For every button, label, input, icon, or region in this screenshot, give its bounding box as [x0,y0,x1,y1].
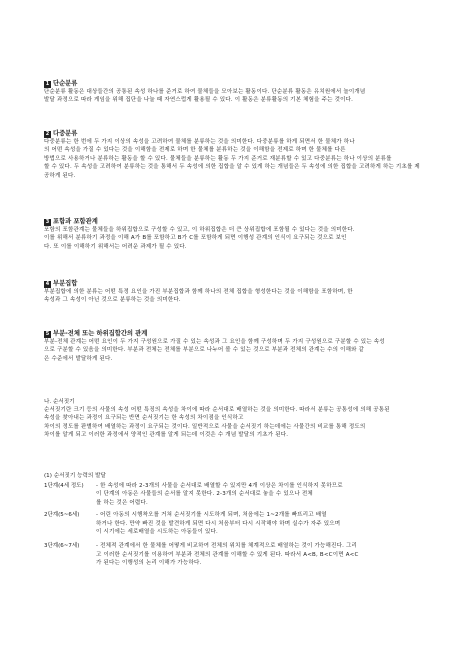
section-inclusion [44,218,436,251]
subsection-heading: 나. 순서짓기 [44,399,75,405]
section-heading [44,80,436,88]
paragraph-line: 공하게 된다. [44,172,76,179]
paragraph-line: 속성과 그 속성이 아닌 것으로 분류하는 것을 의미한다. [44,297,181,304]
paragraph-line: 은 수준에서 발달하게 된다. [44,355,113,362]
stage-line: 하거나 한다. 만약 빠진 것을 발견하게 되면 다시 처음부터 다시 시작해야 하며 실수가 자주 있으며 [96,520,341,527]
stage-line: 를 하는 것은 어렵다. [96,499,148,506]
paragraph-line: 발달 과정으로 따라 게임을 위해 집단을 나눌 때 자연스럽게 활용될 수 있다. 이 활동은 분류활동의 기본 체험을 주는 것이다. [44,97,354,104]
stage-item [44,482,436,507]
stage-label: 3단계(6~7세) [44,543,80,550]
section-title: 다중분류 [53,130,78,137]
section-title: 부분-전체 또는 하위집합간의 관계 [53,330,148,337]
subsection-heading: (1) 순서짓기 능력의 발달 [44,473,106,479]
paragraph-line: 단순분류 활동은 대상들간의 공통된 속성 하나를 준거로 하여 물체들을 모아보는 활동이다. 단순분류 활동은 유치원에서 놀이개념 [44,89,366,95]
section-simple-classification [44,80,436,105]
stage-item [44,511,436,536]
section-multiple-classification [44,130,436,180]
stage-line: - 한 속성에 따라 2-3개의 사물을 순서대로 배열할 수 있지만 4개 이상은 차이를 인식하지 못하므로 [96,483,343,489]
stage-line: 이 시기에는 세로배열을 시도하는 아동들이 있다. [96,528,218,535]
section-heading [44,280,436,288]
paragraph-line: 차이의 정도를 판별하여 배열하는 과정이 요구되는 것이다. 일반적으로 사물을 순서짓기 하는데에는 사물간의 비교를 통해 정도의 [44,423,366,430]
paragraph-line: 다. 또 이를 이해하기 위해서는 어려운 과제가 될 수 있다. [44,243,187,250]
section-number: 2 [45,130,50,137]
paragraph-line: 방법으로 사용하거나 분류하는 활동을 할 수 있다. 물체들을 분류하는 활동 두 가지 준거로 재분류할 수 있고 다중분류는 하나 이상의 분류를 [44,155,392,162]
section-number: 3 [45,218,50,225]
section-title: 포함과 포함관계 [53,218,98,225]
paragraph-line: 포함의 포함관계는 물체들을 하위집합으로 구성할 수 있고, 이 하위집합은 더 큰 상위집합에 포함될 수 있다는 것을 의미한다. [44,227,355,233]
paragraph-line: 차이를 알게 되고 이러한 과정에서 양적인 관계를 알게 되는데 이것은 수 개념 발달의 기초가 된다. [44,432,289,439]
stage-line: 고 이러한 순서짓기를 이용하여 부분과 전체의 관계를 이해할 수 있게 된다. 따라서 A<B, B<C이면 A<C [96,551,359,558]
paragraph-line: 속성을 찾아내는 과정이 요구되는 반면 순서짓기는 한 속성의 차이점을 인식하고 [44,415,244,422]
section-heading [44,330,436,338]
paragraph-line: 할 수 있다. 두 속성을 고려하여 분류하는 것을 통해서 두 속성에 의한 집합을 알 수 있게 하는 개념들은 두 속성에 의한 집합을 고려하게 하는 기초를 제 [44,164,420,171]
section-heading [44,130,436,138]
stage-item [44,542,436,567]
section-seriation-stages [44,472,436,568]
section-seriation [44,398,436,440]
section-part-whole [44,330,436,363]
stage-line: - 어린 아동의 시행착오를 거쳐 순서짓기를 시도하게 되며, 처음에는 1~2개를 빠뜨리고 배열 [96,512,327,519]
stage-line: 가 된다는 이행성의 논리 이해가 가능하다. [96,560,202,567]
section-number: 1 [45,80,50,87]
section-title: 단순분류 [53,80,78,87]
stage-line: 이 단계의 아동은 사물들의 순서를 알지 못한다. 2-3개의 순서대로 놓을 수 있으나 전체 [96,491,313,498]
paragraph-line: 의 어떤 속성을 가질 수 있다는 것을 이해함을 전제로 하며 한 물체를 분류하는 것을 이해함을 전제로 하며 한 물체를 다른 [44,147,346,154]
section-number: 5 [45,330,50,337]
stage-label: 1단계(4세 정도) [44,483,84,489]
paragraph-line: 부분집합에 의한 분류는 어떤 특정 요인을 가진 부분집합과 함께 하나의 전체 집합을 형성한다는 것을 이해함을 포함하며, 한 [44,289,353,295]
section-number: 4 [45,280,50,287]
paragraph-line: 다중분류는 한 번에 두 가지 이상의 속성을 고려하여 물체를 분류하는 것을 의미한다. 다중분류를 하게 되면서 한 물체가 하나 [44,139,355,145]
paragraph-line: 이를 위해서 분류하기 과정을 이해 A가 B를 포함하고 B가 C를 포함하게 되면 이행성 관계의 인식이 요구되는 것으로 보인 [44,235,347,242]
paragraph-line: 부분-전체 관계는 어떤 요인이 두 가지 구성원으로 가질 수 있는 속성과 그 요인을 함께 구성하며 두 가지 구성원으로 구분할 수 있는 속성 [44,339,385,345]
stage-line: - 전체적 관계에서 한 물체를 어떻게 비교하여 전체의 위치를 체계적으로 배열하는 것이 가능해진다. 그리 [96,543,358,550]
paragraph-line: 순서짓기란 크기 등의 사물의 속성 어떤 특징의 속성을 차이에 따라 순서대로 배열하는 것을 의미한다. 따라서 분류는 공통성에 의해 공통된 [44,407,390,413]
paragraph-line: 으로 구분할 수 있음을 의미한다. 부분과 전체는 전체를 부분으로 나누어 볼 수 있는 것으로 부분과 전체의 관계는 수의 이해와 같 [44,347,365,354]
stage-label: 2단계(5~6세) [44,512,80,519]
section-heading [44,218,436,226]
section-title: 부분집합 [53,280,78,287]
section-subset [44,280,436,305]
